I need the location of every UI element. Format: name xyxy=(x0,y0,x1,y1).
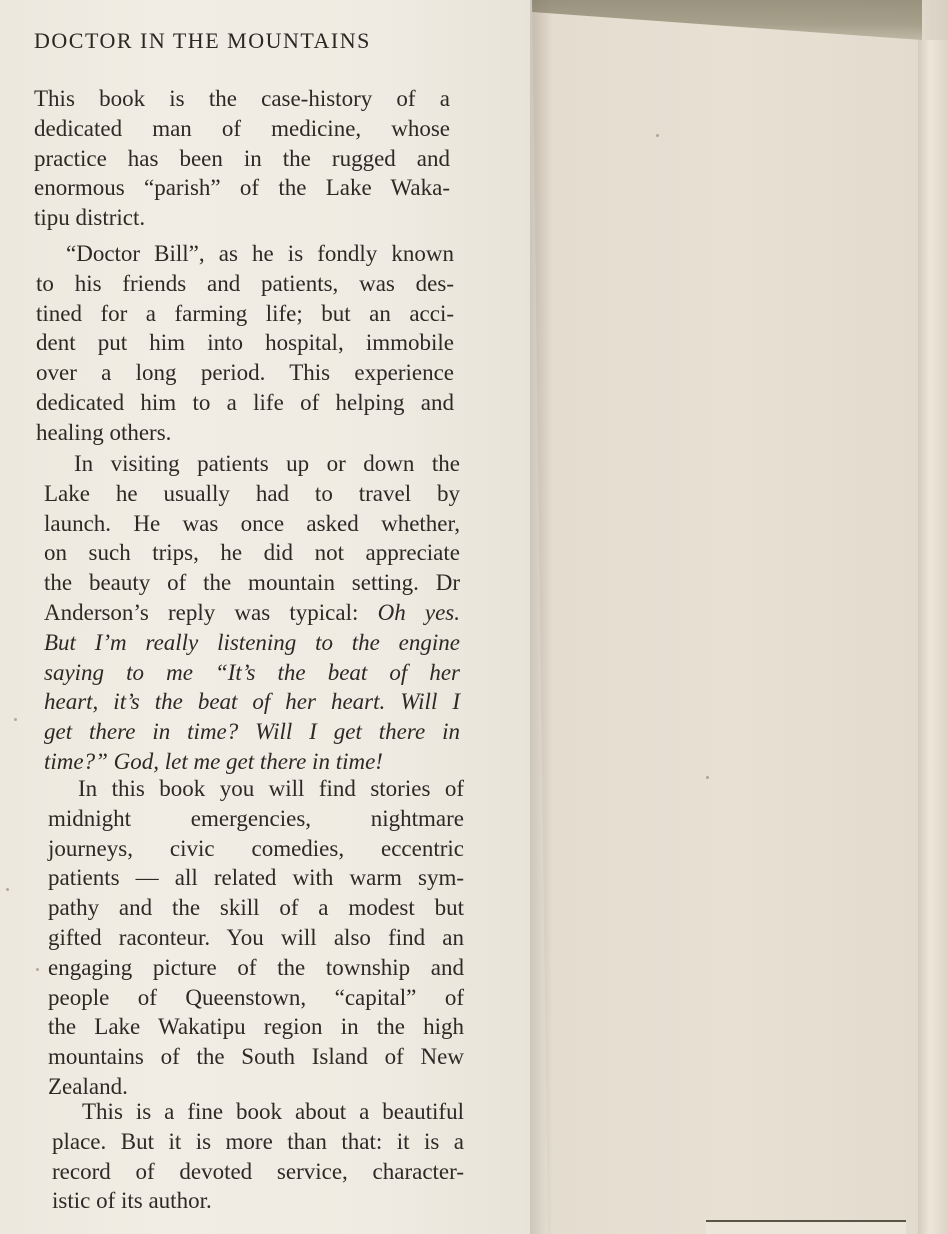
text-line: people of Queenstown, “capital” of xyxy=(48,984,464,1010)
text-line: Zealand. xyxy=(48,1073,128,1099)
text-line: record of devoted service, character- xyxy=(52,1158,464,1184)
text-line: mountains of the South Island of New xyxy=(48,1044,464,1070)
quote-line: saying to me “It’s the beat of her xyxy=(44,659,460,685)
text-line: pathy and the skill of a modest but xyxy=(48,895,464,921)
text-line: the beauty of the mountain setting. Dr xyxy=(44,570,460,596)
text-line: This is a fine book about a beautiful xyxy=(82,1099,464,1124)
text-line: Lake he usually had to travel by xyxy=(44,480,460,506)
text-line-mixed xyxy=(44,598,460,628)
paragraph-3 xyxy=(44,449,460,777)
quote-run: Oh yes. xyxy=(377,599,461,625)
text-line: dedicated him to a life of helping and xyxy=(36,389,454,415)
text-line: dedicated man of medicine, whose xyxy=(34,115,450,141)
text-line: patients — all related with warm sym- xyxy=(48,865,464,891)
text-line: tined for a farming life; but an acci- xyxy=(36,300,454,326)
text-line: practice has been in the rugged and xyxy=(34,145,450,171)
text-line: This book is the case-history of a xyxy=(34,86,450,111)
text-line: “Doctor Bill”, as he is fondly known xyxy=(66,241,454,266)
text-line: engaging picture of the township and xyxy=(48,954,464,980)
book-board xyxy=(520,0,948,1234)
text-line: journeys, civic comedies, eccentric xyxy=(48,835,464,861)
text-line: midnight emergencies, nightmare xyxy=(48,805,464,831)
text-line: istic of its author. xyxy=(52,1188,212,1214)
text-line: tipu district. xyxy=(34,205,146,231)
paper-speck xyxy=(36,968,39,971)
text-line: over a long period. This experience xyxy=(36,360,454,386)
paper-speck xyxy=(14,718,17,721)
text-line: dent put him into hospital, immobile xyxy=(36,330,454,356)
quote-line: But I’m really listening to the engine xyxy=(44,629,460,655)
text-line: enormous “parish” of the Lake Waka- xyxy=(34,175,450,201)
text-line: launch. He was once asked whether, xyxy=(44,510,460,536)
quote-line: heart, it’s the beat of her heart. Will I xyxy=(44,689,460,715)
text-line: to his friends and patients, was des- xyxy=(36,270,454,296)
text-line: In visiting patients up or down the xyxy=(74,451,460,476)
board-bottom-edge xyxy=(706,1220,906,1234)
paragraph-1 xyxy=(34,84,450,233)
text-line: In this book you will find stories of xyxy=(78,776,464,801)
paragraph-2 xyxy=(36,239,454,448)
paper-speck xyxy=(6,888,9,891)
text-run: Anderson’s reply was typical: xyxy=(44,599,359,625)
text-line: on such trips, he did not appreciate xyxy=(44,540,460,566)
text-line: the Lake Wakatipu region in the high xyxy=(48,1014,464,1040)
text-line: gifted raconteur. You will also find an xyxy=(48,924,464,950)
flap-title: DOCTOR IN THE MOUNTAINS xyxy=(34,28,371,53)
quote-line: time?” God, let me get there in time! xyxy=(44,748,383,774)
text-line: place. But it is more than that: it is a xyxy=(52,1128,464,1154)
quote-line: get there in time? Will I get there in xyxy=(44,719,460,745)
flap-shadow xyxy=(530,0,552,1234)
board-speck xyxy=(706,776,709,779)
paragraph-5 xyxy=(52,1097,464,1216)
board-speck xyxy=(656,134,659,137)
text-line: healing others. xyxy=(36,419,172,445)
paragraph-4 xyxy=(48,774,464,1102)
page-edges xyxy=(918,40,948,1234)
